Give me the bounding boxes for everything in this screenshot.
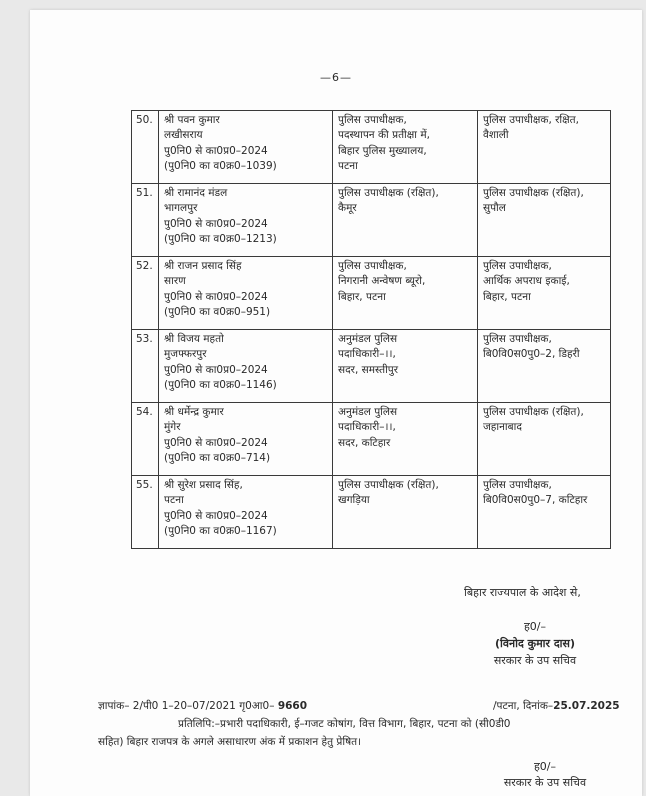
officer-cell-line: (पु0नि0 का व0क्र0–1167) (164, 525, 277, 538)
current-post-cell (333, 257, 478, 330)
officer-cell-line: (पु0नि0 का व0क्र0–951) (164, 306, 271, 319)
table-row (132, 403, 611, 476)
new-post-cell-line: पुलिस उपाधीक्षक, (483, 333, 552, 345)
current-post-cell-line: सदर, कटिहार (338, 436, 391, 449)
officer-cell-line: पु0नि0 से का0प्र0–2024 (164, 144, 268, 157)
new-post-cell (478, 257, 611, 330)
current-post-cell-line: पदस्थापन की प्रतीक्षा में, (338, 129, 430, 142)
officer-cell-line: मुजफ्फरपुर (164, 348, 207, 361)
officer-cell-line: मुंगेर (164, 421, 181, 434)
officer-cell-line: पु0नि0 से का0प्र0–2024 (164, 363, 268, 376)
signature-block (470, 618, 600, 669)
memo-reference (98, 697, 618, 715)
officer-cell-line: पु0नि0 से का0प्र0–2024 (164, 217, 268, 230)
signatory-designation: सरकार के उप सचिव (493, 654, 577, 667)
row-number: 53. (132, 330, 159, 403)
new-post-cell-line: वैशाली (483, 129, 509, 142)
officer-cell (159, 184, 333, 257)
officer-cell-line: सारण (164, 275, 186, 288)
officer-cell-line: (पु0नि0 का व0क्र0–1146) (164, 379, 277, 392)
memo-copy-line-2: सहित) बिहार राजपत्र के अगले असाधारण अंक में प्रकाशन हेतु प्रेषित। (98, 736, 362, 748)
table-row (132, 330, 611, 403)
new-post-cell-line: बि0वि0स0पु0–2, डिहरी (483, 348, 580, 361)
memo-date-prefix: /पटना, दिनांक– (493, 700, 554, 712)
document-page (30, 10, 642, 796)
table-row (132, 111, 611, 184)
new-post-cell (478, 111, 611, 184)
new-post-cell-line: पुलिस उपाधीक्षक (रक्षित), (483, 406, 584, 418)
officer-cell-line: पु0नि0 से का0प्र0–2024 (164, 290, 268, 303)
current-post-cell-line: खगड़िया (338, 494, 370, 507)
current-post-cell-line: अनुमंडल पुलिस (338, 333, 398, 345)
memo-number: 9660 (277, 700, 308, 712)
new-post-cell-line: पुलिस उपाधीक्षक, (483, 260, 552, 272)
current-post-cell-line: पुलिस उपाधीक्षक (रक्षित), (338, 187, 439, 199)
transfer-table (131, 110, 611, 549)
officer-cell (159, 476, 333, 549)
new-post-cell-line: आर्थिक अपराध इकाई, (483, 275, 570, 288)
new-post-cell-line: जहानाबाद (483, 421, 522, 434)
row-number: 52. (132, 257, 159, 330)
current-post-cell-line: अनुमंडल पुलिस (338, 406, 398, 418)
officer-cell-line: श्री सुरेश प्रसाद सिंह, (164, 479, 243, 491)
memo-date: 25.07.2025 (553, 700, 620, 712)
memo-block (98, 697, 618, 751)
table-row (132, 257, 611, 330)
row-number: 51. (132, 184, 159, 257)
current-post-cell-line: पुलिस उपाधीक्षक, (338, 260, 407, 272)
current-post-cell (333, 111, 478, 184)
new-post-cell (478, 403, 611, 476)
officer-cell-line: श्री राजन प्रसाद सिंह (164, 260, 242, 272)
current-post-cell-line: पटना (338, 160, 358, 173)
row-number: 55. (132, 476, 159, 549)
new-post-cell-line: पुलिस उपाधीक्षक (रक्षित), (483, 187, 584, 199)
current-post-cell (333, 403, 478, 476)
current-post-cell-line: पुलिस उपाधीक्षक, (338, 114, 407, 126)
current-post-cell-line: बिहार पुलिस मुख्यालय, (338, 144, 427, 157)
current-post-cell-line: सदर, समस्तीपुर (338, 363, 399, 376)
current-post-cell-line: पदाधिकारी–।।, (338, 348, 396, 361)
new-post-cell-line: सुपौल (483, 202, 506, 215)
row-number: 54. (132, 403, 159, 476)
new-post-cell-line: बि0वि0स0पु0–7, कटिहार (483, 494, 588, 507)
officer-cell (159, 257, 333, 330)
officer-cell-line: श्री पवन कुमार (164, 114, 220, 126)
new-post-cell-line: पुलिस उपाधीक्षक, रक्षित, (483, 114, 579, 126)
officer-cell-line: लखीसराय (164, 129, 203, 142)
signature2-designation: सरकार के उप सचिव (503, 776, 587, 789)
memo-date-block (493, 697, 620, 715)
officer-cell-line: श्री धर्मेन्द्र कुमार (164, 406, 224, 418)
memo-copy-line-1: प्रतिलिपि:–प्रभारी पदाधिकारी, ई–गजट कोषांग, वित्त विभाग, बिहार, पटना को (सी0डी0 (178, 718, 511, 730)
signature2-sd: ह0/– (533, 760, 557, 773)
officer-cell-line: (पु0नि0 का व0क्र0–714) (164, 452, 271, 465)
officer-cell-line: (पु0नि0 का व0क्र0–1039) (164, 160, 277, 173)
officer-cell-line: भागलपुर (164, 202, 198, 215)
officer-cell (159, 403, 333, 476)
current-post-cell (333, 330, 478, 403)
new-post-cell-line: बिहार, पटना (483, 290, 531, 303)
new-post-cell (478, 476, 611, 549)
officer-cell (159, 330, 333, 403)
order-line: बिहार राज्यपाल के आदेश से, (464, 586, 581, 599)
officer-cell-line: पटना (164, 494, 184, 507)
row-number: 50. (132, 111, 159, 184)
officer-cell-line: (पु0नि0 का व0क्र0–1213) (164, 233, 277, 246)
signature-sd: ह0/– (523, 620, 547, 633)
officer-cell-line: श्री विजय महतो (164, 333, 224, 345)
current-post-cell-line: निगरानी अन्वेषण ब्यूरो, (338, 275, 426, 288)
new-post-cell (478, 184, 611, 257)
page-number: —6— (320, 71, 352, 84)
current-post-cell-line: कैमूर (338, 202, 357, 215)
table-row (132, 476, 611, 549)
signatory-name: (विनोद कुमार दास) (495, 637, 575, 650)
officer-cell-line: श्री रामानंद मंडल (164, 187, 228, 199)
signature-block-2 (480, 759, 610, 791)
current-post-cell-line: बिहार, पटना (338, 290, 386, 303)
current-post-cell-line: पदाधिकारी–।।, (338, 421, 396, 434)
new-post-cell (478, 330, 611, 403)
officer-cell-line: पु0नि0 से का0प्र0–2024 (164, 509, 268, 522)
officer-cell-line: पु0नि0 से का0प्र0–2024 (164, 436, 268, 449)
current-post-cell (333, 476, 478, 549)
memo-prefix: ज्ञापांक– 2/पी0 1–20–07/2021 गृ0आ0– (98, 700, 275, 712)
current-post-cell (333, 184, 478, 257)
new-post-cell-line: पुलिस उपाधीक्षक, (483, 479, 552, 491)
table-row (132, 184, 611, 257)
current-post-cell-line: पुलिस उपाधीक्षक (रक्षित), (338, 479, 439, 491)
officer-cell (159, 111, 333, 184)
